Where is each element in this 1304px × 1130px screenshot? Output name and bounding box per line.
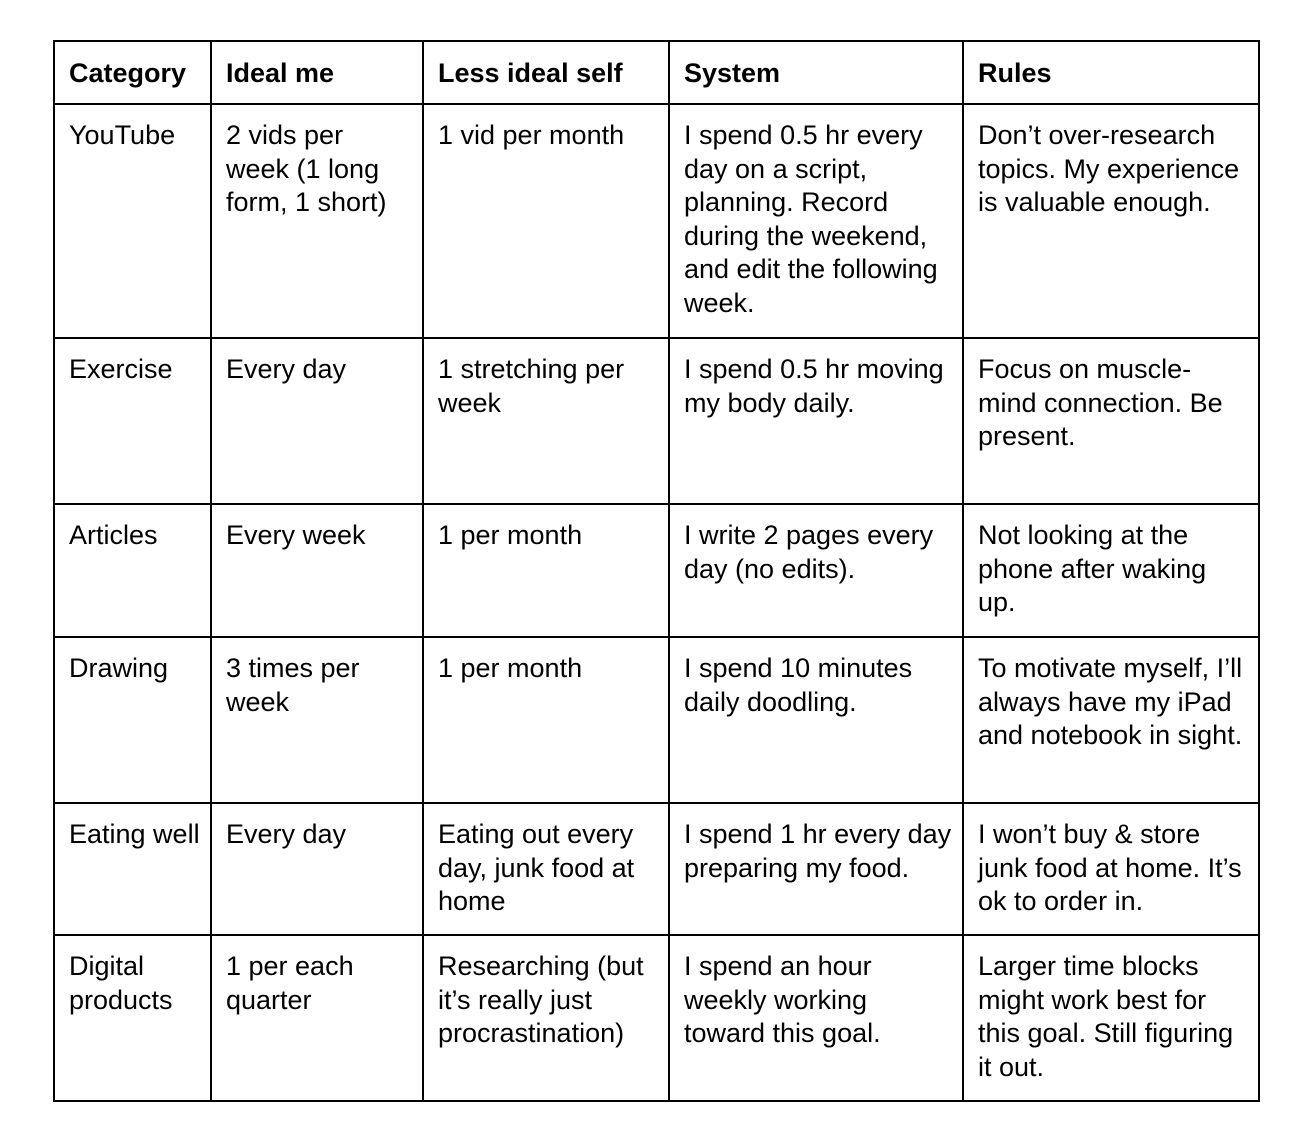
cell-ideal-me: 1 per each quarter bbox=[211, 935, 423, 1101]
cell-less-ideal-self: 1 per month bbox=[423, 504, 669, 637]
cell-rules: Focus on muscle-mind connection. Be present. bbox=[963, 338, 1259, 504]
cell-rules: Larger time blocks might work best for this goal. Still figuring it out. bbox=[963, 935, 1259, 1101]
cell-category: Exercise bbox=[54, 338, 211, 504]
cell-rules: Don’t over-research topics. My experience is valuable enough. bbox=[963, 104, 1259, 338]
cell-system: I spend 0.5 hr every day on a script, planning. Record during the weekend, and edit the following week. bbox=[669, 104, 963, 338]
cell-less-ideal-self: Researching (but it’s really just procrastination) bbox=[423, 935, 669, 1101]
cell-less-ideal-self: Eating out every day, junk food at home bbox=[423, 803, 669, 935]
header-ideal-me: Ideal me bbox=[211, 41, 423, 104]
cell-category: Drawing bbox=[54, 637, 211, 803]
header-category: Category bbox=[54, 41, 211, 104]
cell-category: Eating well bbox=[54, 803, 211, 935]
cell-rules: I won’t buy & store junk food at home. It’s ok to order in. bbox=[963, 803, 1259, 935]
table-row bbox=[54, 504, 1259, 637]
table-row bbox=[54, 338, 1259, 504]
header-row bbox=[54, 41, 1259, 104]
header-rules: Rules bbox=[963, 41, 1259, 104]
table-row bbox=[54, 637, 1259, 803]
cell-category: Articles bbox=[54, 504, 211, 637]
cell-ideal-me: Every day bbox=[211, 338, 423, 504]
cell-less-ideal-self: 1 stretching per week bbox=[423, 338, 669, 504]
cell-category: YouTube bbox=[54, 104, 211, 338]
table-row bbox=[54, 935, 1259, 1101]
cell-rules: To motivate myself, I’ll always have my iPad and notebook in sight. bbox=[963, 637, 1259, 803]
cell-system: I spend 1 hr every day preparing my food. bbox=[669, 803, 963, 935]
header-system: System bbox=[669, 41, 963, 104]
cell-ideal-me: Every day bbox=[211, 803, 423, 935]
cell-ideal-me: 2 vids per week (1 long form, 1 short) bbox=[211, 104, 423, 338]
cell-system: I spend 0.5 hr moving my body daily. bbox=[669, 338, 963, 504]
table-row bbox=[54, 104, 1259, 338]
cell-system: I spend an hour weekly working toward this goal. bbox=[669, 935, 963, 1101]
habits-table bbox=[53, 40, 1260, 1102]
cell-system: I spend 10 minutes daily doodling. bbox=[669, 637, 963, 803]
table-row bbox=[54, 803, 1259, 935]
cell-ideal-me: Every week bbox=[211, 504, 423, 637]
cell-ideal-me: 3 times per week bbox=[211, 637, 423, 803]
cell-category: Digital products bbox=[54, 935, 211, 1101]
cell-system: I write 2 pages every day (no edits). bbox=[669, 504, 963, 637]
cell-less-ideal-self: 1 vid per month bbox=[423, 104, 669, 338]
header-less-ideal-self: Less ideal self bbox=[423, 41, 669, 104]
cell-rules: Not looking at the phone after waking up. bbox=[963, 504, 1259, 637]
cell-less-ideal-self: 1 per month bbox=[423, 637, 669, 803]
